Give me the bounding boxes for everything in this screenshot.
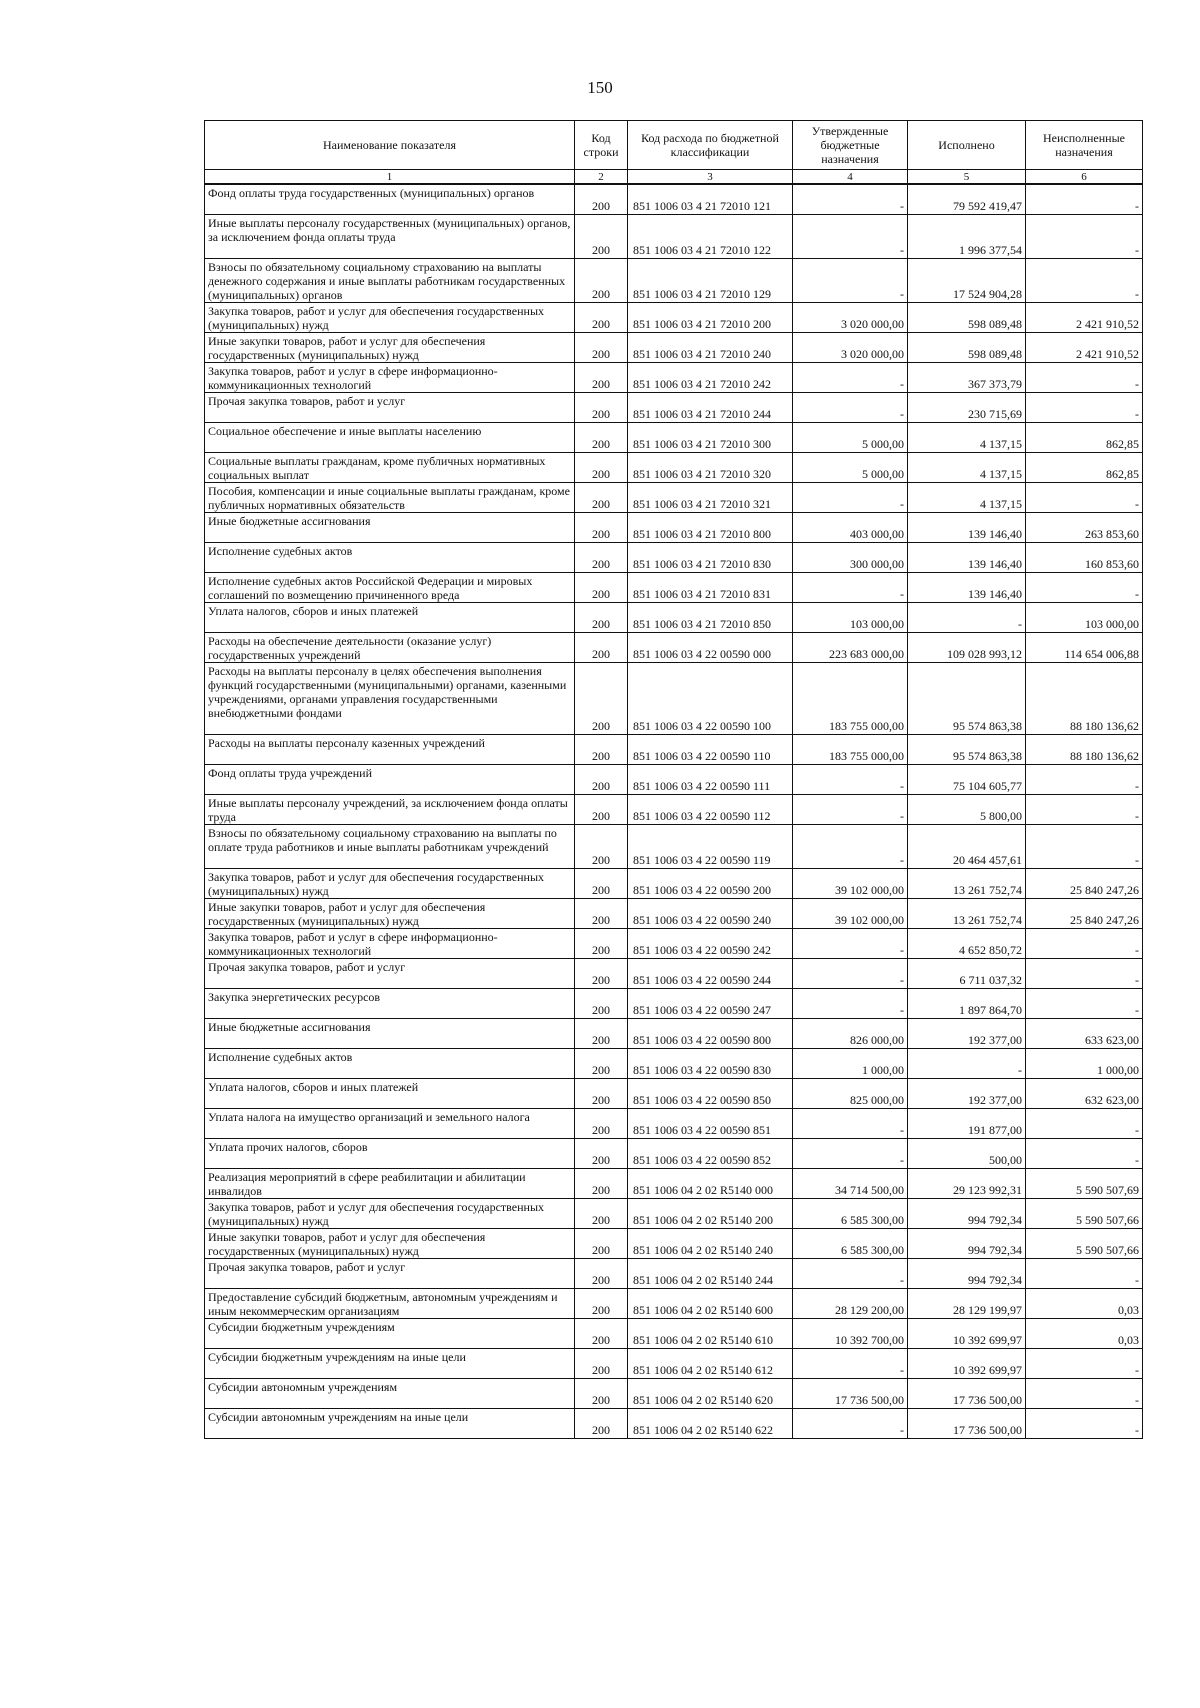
row-line-code: 200 <box>575 572 628 602</box>
row-line-code: 200 <box>575 1078 628 1108</box>
row-line-code: 200 <box>575 302 628 332</box>
row-line-code: 200 <box>575 1168 628 1198</box>
row-line-code: 200 <box>575 1018 628 1048</box>
row-approved: - <box>793 1138 908 1168</box>
row-expense-code: 851 1006 03 4 22 00590 000 <box>628 632 793 662</box>
row-unexecuted: - <box>1026 764 1143 794</box>
row-executed: 994 792,34 <box>908 1198 1026 1228</box>
row-executed: 4 137,15 <box>908 422 1026 452</box>
column-number: 2 <box>575 170 628 185</box>
row-name: Субсидии автономным учреждениям <box>205 1378 575 1408</box>
row-expense-code: 851 1006 04 2 02 R5140 000 <box>628 1168 793 1198</box>
row-name: Реализация мероприятий в сфере реабилитации и абилитации инвалидов <box>205 1168 575 1198</box>
row-expense-code: 851 1006 03 4 22 00590 100 <box>628 662 793 734</box>
row-line-code: 200 <box>575 1348 628 1378</box>
row-unexecuted: - <box>1026 1138 1143 1168</box>
row-name: Субсидии автономным учреждениям на иные цели <box>205 1408 575 1438</box>
row-executed: - <box>908 1048 1026 1078</box>
row-executed: 994 792,34 <box>908 1228 1026 1258</box>
row-name: Иные выплаты персоналу учреждений, за исключением фонда оплаты труда <box>205 794 575 824</box>
row-expense-code: 851 1006 04 2 02 R5140 600 <box>628 1288 793 1318</box>
row-unexecuted: 0,03 <box>1026 1288 1143 1318</box>
row-approved: - <box>793 1408 908 1438</box>
row-approved: - <box>793 362 908 392</box>
row-unexecuted: - <box>1026 258 1143 302</box>
row-executed: 95 574 863,38 <box>908 662 1026 734</box>
row-name: Иные выплаты персоналу государственных (муниципальных) органов, за исключением фонда оплаты труда <box>205 214 575 258</box>
row-approved: - <box>793 1108 908 1138</box>
row-executed: 109 028 993,12 <box>908 632 1026 662</box>
row-name: Расходы на выплаты персоналу казенных учреждений <box>205 734 575 764</box>
row-expense-code: 851 1006 03 4 21 72010 320 <box>628 452 793 482</box>
row-unexecuted: 160 853,60 <box>1026 542 1143 572</box>
row-line-code: 200 <box>575 824 628 868</box>
table-row <box>205 422 1143 452</box>
row-name: Уплата налогов, сборов и иных платежей <box>205 1078 575 1108</box>
row-expense-code: 851 1006 03 4 22 00590 851 <box>628 1108 793 1138</box>
row-approved: 39 102 000,00 <box>793 898 908 928</box>
row-approved: - <box>793 392 908 422</box>
row-expense-code: 851 1006 03 4 21 72010 121 <box>628 184 793 214</box>
table-row <box>205 958 1143 988</box>
row-expense-code: 851 1006 03 4 21 72010 242 <box>628 362 793 392</box>
table-row <box>205 734 1143 764</box>
row-unexecuted: 862,85 <box>1026 452 1143 482</box>
row-approved: - <box>793 572 908 602</box>
row-line-code: 200 <box>575 1408 628 1438</box>
row-expense-code: 851 1006 03 4 22 00590 850 <box>628 1078 793 1108</box>
row-expense-code: 851 1006 03 4 21 72010 122 <box>628 214 793 258</box>
row-approved: - <box>793 958 908 988</box>
row-name: Уплата налогов, сборов и иных платежей <box>205 602 575 632</box>
row-unexecuted: 25 840 247,26 <box>1026 868 1143 898</box>
row-executed: 17 736 500,00 <box>908 1378 1026 1408</box>
row-expense-code: 851 1006 03 4 22 00590 247 <box>628 988 793 1018</box>
table-row <box>205 1048 1143 1078</box>
row-unexecuted: 5 590 507,69 <box>1026 1168 1143 1198</box>
row-expense-code: 851 1006 04 2 02 R5140 612 <box>628 1348 793 1378</box>
table-row <box>205 868 1143 898</box>
row-expense-code: 851 1006 04 2 02 R5140 240 <box>628 1228 793 1258</box>
table-row <box>205 898 1143 928</box>
row-expense-code: 851 1006 04 2 02 R5140 610 <box>628 1318 793 1348</box>
row-executed: 5 800,00 <box>908 794 1026 824</box>
row-unexecuted: 114 654 006,88 <box>1026 632 1143 662</box>
row-unexecuted: 633 623,00 <box>1026 1018 1143 1048</box>
row-unexecuted: 5 590 507,66 <box>1026 1198 1143 1228</box>
row-executed: 192 377,00 <box>908 1018 1026 1048</box>
row-line-code: 200 <box>575 868 628 898</box>
row-approved: 5 000,00 <box>793 452 908 482</box>
table-row <box>205 332 1143 362</box>
row-executed: 500,00 <box>908 1138 1026 1168</box>
row-approved: 1 000,00 <box>793 1048 908 1078</box>
row-executed: 192 377,00 <box>908 1078 1026 1108</box>
row-unexecuted: - <box>1026 794 1143 824</box>
row-unexecuted: - <box>1026 482 1143 512</box>
header-line-code: Код строки <box>575 121 628 170</box>
row-line-code: 200 <box>575 1048 628 1078</box>
row-name: Иные бюджетные ассигнования <box>205 512 575 542</box>
row-expense-code: 851 1006 03 4 21 72010 200 <box>628 302 793 332</box>
row-executed: 10 392 699,97 <box>908 1348 1026 1378</box>
table-row <box>205 214 1143 258</box>
table-row <box>205 258 1143 302</box>
row-approved: 183 755 000,00 <box>793 734 908 764</box>
row-executed: 17 524 904,28 <box>908 258 1026 302</box>
row-approved: 6 585 300,00 <box>793 1228 908 1258</box>
row-name: Прочая закупка товаров, работ и услуг <box>205 1258 575 1288</box>
row-name: Фонд оплаты труда учреждений <box>205 764 575 794</box>
row-approved: 825 000,00 <box>793 1078 908 1108</box>
row-approved: - <box>793 988 908 1018</box>
row-line-code: 200 <box>575 184 628 214</box>
row-line-code: 200 <box>575 764 628 794</box>
row-unexecuted: 1 000,00 <box>1026 1048 1143 1078</box>
header-expense-code: Код расхода по бюджетной классификации <box>628 121 793 170</box>
row-line-code: 200 <box>575 662 628 734</box>
table-row <box>205 512 1143 542</box>
row-name: Закупка товаров, работ и услуг для обеспечения государственных (муниципальных) нужд <box>205 1198 575 1228</box>
row-line-code: 200 <box>575 214 628 258</box>
row-approved: 6 585 300,00 <box>793 1198 908 1228</box>
row-executed: 4 137,15 <box>908 452 1026 482</box>
row-expense-code: 851 1006 03 4 22 00590 240 <box>628 898 793 928</box>
table-row <box>205 632 1143 662</box>
row-name: Уплата прочих налогов, сборов <box>205 1138 575 1168</box>
row-name: Расходы на обеспечение деятельности (оказание услуг) государственных учреждений <box>205 632 575 662</box>
row-name: Закупка товаров, работ и услуг в сфере информационно-коммуникационных технологий <box>205 928 575 958</box>
budget-execution-table <box>204 120 1143 1439</box>
table-row <box>205 184 1143 214</box>
row-expense-code: 851 1006 03 4 21 72010 244 <box>628 392 793 422</box>
row-approved: 28 129 200,00 <box>793 1288 908 1318</box>
table-row <box>205 1018 1143 1048</box>
row-executed: 17 736 500,00 <box>908 1408 1026 1438</box>
table-row <box>205 542 1143 572</box>
row-expense-code: 851 1006 03 4 22 00590 800 <box>628 1018 793 1048</box>
row-executed: 29 123 992,31 <box>908 1168 1026 1198</box>
row-unexecuted: 862,85 <box>1026 422 1143 452</box>
row-approved: - <box>793 1258 908 1288</box>
row-unexecuted: - <box>1026 362 1143 392</box>
table-row <box>205 1168 1143 1198</box>
row-name: Фонд оплаты труда государственных (муниципальных) органов <box>205 184 575 214</box>
row-approved: 5 000,00 <box>793 422 908 452</box>
row-expense-code: 851 1006 03 4 22 00590 830 <box>628 1048 793 1078</box>
row-executed: 139 146,40 <box>908 572 1026 602</box>
row-unexecuted: - <box>1026 1378 1143 1408</box>
table-row <box>205 392 1143 422</box>
header-executed: Исполнено <box>908 121 1026 170</box>
row-approved: - <box>793 824 908 868</box>
row-line-code: 200 <box>575 482 628 512</box>
column-number: 6 <box>1026 170 1143 185</box>
row-unexecuted: 2 421 910,52 <box>1026 302 1143 332</box>
row-executed: 139 146,40 <box>908 542 1026 572</box>
table-row <box>205 988 1143 1018</box>
row-name: Прочая закупка товаров, работ и услуг <box>205 392 575 422</box>
row-executed: 13 261 752,74 <box>908 868 1026 898</box>
row-expense-code: 851 1006 03 4 21 72010 240 <box>628 332 793 362</box>
row-executed: 1 897 864,70 <box>908 988 1026 1018</box>
row-executed: 28 129 199,97 <box>908 1288 1026 1318</box>
row-approved: 183 755 000,00 <box>793 662 908 734</box>
row-approved: 3 020 000,00 <box>793 332 908 362</box>
row-approved: 17 736 500,00 <box>793 1378 908 1408</box>
table-row <box>205 1288 1143 1318</box>
table-row <box>205 1138 1143 1168</box>
row-unexecuted: 0,03 <box>1026 1318 1143 1348</box>
row-line-code: 200 <box>575 392 628 422</box>
table-row <box>205 662 1143 734</box>
row-unexecuted: 632 623,00 <box>1026 1078 1143 1108</box>
row-expense-code: 851 1006 03 4 21 72010 831 <box>628 572 793 602</box>
row-unexecuted: - <box>1026 958 1143 988</box>
row-expense-code: 851 1006 03 4 21 72010 129 <box>628 258 793 302</box>
row-approved: - <box>793 1348 908 1378</box>
row-approved: 103 000,00 <box>793 602 908 632</box>
row-executed: 598 089,48 <box>908 332 1026 362</box>
row-approved: 826 000,00 <box>793 1018 908 1048</box>
table-row <box>205 1408 1143 1438</box>
row-name: Социальное обеспечение и иные выплаты населению <box>205 422 575 452</box>
row-expense-code: 851 1006 03 4 21 72010 830 <box>628 542 793 572</box>
row-approved: 223 683 000,00 <box>793 632 908 662</box>
row-executed: 10 392 699,97 <box>908 1318 1026 1348</box>
row-unexecuted: - <box>1026 1258 1143 1288</box>
row-name: Уплата налога на имущество организаций и земельного налога <box>205 1108 575 1138</box>
row-executed: 20 464 457,61 <box>908 824 1026 868</box>
row-unexecuted: - <box>1026 184 1143 214</box>
table-row <box>205 602 1143 632</box>
row-expense-code: 851 1006 03 4 22 00590 244 <box>628 958 793 988</box>
row-name: Иные бюджетные ассигнования <box>205 1018 575 1048</box>
row-name: Взносы по обязательному социальному страхованию на выплаты по оплате труда работников и иные выплаты работникам учреждений <box>205 824 575 868</box>
row-approved: 34 714 500,00 <box>793 1168 908 1198</box>
column-number: 1 <box>205 170 575 185</box>
row-line-code: 200 <box>575 1288 628 1318</box>
table-row <box>205 928 1143 958</box>
row-unexecuted: - <box>1026 214 1143 258</box>
table-row <box>205 452 1143 482</box>
row-expense-code: 851 1006 04 2 02 R5140 620 <box>628 1378 793 1408</box>
row-line-code: 200 <box>575 422 628 452</box>
row-expense-code: 851 1006 04 2 02 R5140 244 <box>628 1258 793 1288</box>
row-expense-code: 851 1006 03 4 22 00590 111 <box>628 764 793 794</box>
row-expense-code: 851 1006 03 4 21 72010 321 <box>628 482 793 512</box>
row-line-code: 200 <box>575 1318 628 1348</box>
column-number-row <box>205 170 1143 185</box>
row-name: Субсидии бюджетным учреждениям на иные цели <box>205 1348 575 1378</box>
table-row <box>205 824 1143 868</box>
table-row <box>205 764 1143 794</box>
header-row <box>205 121 1143 170</box>
row-unexecuted: 5 590 507,66 <box>1026 1228 1143 1258</box>
row-executed: 139 146,40 <box>908 512 1026 542</box>
row-name: Расходы на выплаты персоналу в целях обеспечения выполнения функций государственными (муниципальными) органами, казенными учреждениями, органами управления государственными внебюджетными фондами <box>205 662 575 734</box>
row-name: Пособия, компенсации и иные социальные выплаты гражданам, кроме публичных нормативных обязательств <box>205 482 575 512</box>
row-name: Иные закупки товаров, работ и услуг для обеспечения государственных (муниципальных) нужд <box>205 332 575 362</box>
row-line-code: 200 <box>575 512 628 542</box>
row-name: Социальные выплаты гражданам, кроме публичных нормативных социальных выплат <box>205 452 575 482</box>
row-name: Взносы по обязательному социальному страхованию на выплаты денежного содержания и иные выплаты работникам государственных (муниципальных) органов <box>205 258 575 302</box>
row-expense-code: 851 1006 03 4 22 00590 112 <box>628 794 793 824</box>
header-unexecuted: Неисполненные назначения <box>1026 121 1143 170</box>
row-name: Закупка энергетических ресурсов <box>205 988 575 1018</box>
row-line-code: 200 <box>575 1108 628 1138</box>
row-name: Исполнение судебных актов Российской Федерации и мировых соглашений по возмещению причиненного вреда <box>205 572 575 602</box>
row-executed: 13 261 752,74 <box>908 898 1026 928</box>
row-name: Закупка товаров, работ и услуг для обеспечения государственных (муниципальных) нужд <box>205 302 575 332</box>
row-executed: 95 574 863,38 <box>908 734 1026 764</box>
row-approved: 403 000,00 <box>793 512 908 542</box>
row-name: Закупка товаров, работ и услуг в сфере информационно-коммуникационных технологий <box>205 362 575 392</box>
row-executed: 1 996 377,54 <box>908 214 1026 258</box>
row-line-code: 200 <box>575 362 628 392</box>
row-approved: - <box>793 764 908 794</box>
row-approved: - <box>793 184 908 214</box>
table-row <box>205 362 1143 392</box>
column-number: 3 <box>628 170 793 185</box>
row-line-code: 200 <box>575 1138 628 1168</box>
row-name: Прочая закупка товаров, работ и услуг <box>205 958 575 988</box>
row-unexecuted: 88 180 136,62 <box>1026 662 1143 734</box>
row-executed: 367 373,79 <box>908 362 1026 392</box>
row-approved: - <box>793 258 908 302</box>
row-expense-code: 851 1006 03 4 21 72010 850 <box>628 602 793 632</box>
row-unexecuted: 25 840 247,26 <box>1026 898 1143 928</box>
table-row <box>205 1078 1143 1108</box>
row-expense-code: 851 1006 03 4 21 72010 800 <box>628 512 793 542</box>
page-number: 150 <box>587 78 613 97</box>
row-line-code: 200 <box>575 1198 628 1228</box>
row-line-code: 200 <box>575 1228 628 1258</box>
row-unexecuted: - <box>1026 1108 1143 1138</box>
row-expense-code: 851 1006 03 4 22 00590 852 <box>628 1138 793 1168</box>
row-line-code: 200 <box>575 928 628 958</box>
row-line-code: 200 <box>575 258 628 302</box>
table-row <box>205 1348 1143 1378</box>
row-name: Закупка товаров, работ и услуг для обеспечения государственных (муниципальных) нужд <box>205 868 575 898</box>
row-expense-code: 851 1006 03 4 22 00590 200 <box>628 868 793 898</box>
table-row <box>205 572 1143 602</box>
table-row <box>205 1198 1143 1228</box>
row-expense-code: 851 1006 03 4 21 72010 300 <box>628 422 793 452</box>
row-approved: 39 102 000,00 <box>793 868 908 898</box>
row-unexecuted: 103 000,00 <box>1026 602 1143 632</box>
row-approved: 10 392 700,00 <box>793 1318 908 1348</box>
row-executed: 75 104 605,77 <box>908 764 1026 794</box>
row-approved: - <box>793 214 908 258</box>
row-executed: - <box>908 602 1026 632</box>
row-name: Субсидии бюджетным учреждениям <box>205 1318 575 1348</box>
row-expense-code: 851 1006 03 4 22 00590 110 <box>628 734 793 764</box>
row-executed: 191 877,00 <box>908 1108 1026 1138</box>
row-line-code: 200 <box>575 632 628 662</box>
row-expense-code: 851 1006 03 4 22 00590 119 <box>628 824 793 868</box>
table-row <box>205 482 1143 512</box>
header-name: Наименование показателя <box>205 121 575 170</box>
row-executed: 4 652 850,72 <box>908 928 1026 958</box>
column-number: 5 <box>908 170 1026 185</box>
table-row <box>205 1258 1143 1288</box>
row-line-code: 200 <box>575 794 628 824</box>
row-name: Иные закупки товаров, работ и услуг для обеспечения государственных (муниципальных) нужд <box>205 1228 575 1258</box>
row-line-code: 200 <box>575 988 628 1018</box>
row-approved: - <box>793 482 908 512</box>
row-line-code: 200 <box>575 1258 628 1288</box>
row-unexecuted: 88 180 136,62 <box>1026 734 1143 764</box>
row-expense-code: 851 1006 04 2 02 R5140 622 <box>628 1408 793 1438</box>
row-approved: - <box>793 794 908 824</box>
row-approved: - <box>793 928 908 958</box>
row-expense-code: 851 1006 03 4 22 00590 242 <box>628 928 793 958</box>
row-line-code: 200 <box>575 542 628 572</box>
column-number: 4 <box>793 170 908 185</box>
table-row <box>205 794 1143 824</box>
row-name: Предоставление субсидий бюджетным, автономным учреждениям и иным некоммерческим организациям <box>205 1288 575 1318</box>
row-executed: 994 792,34 <box>908 1258 1026 1288</box>
row-approved: 3 020 000,00 <box>793 302 908 332</box>
header-approved: Утвержденные бюджетные назначения <box>793 121 908 170</box>
row-unexecuted: - <box>1026 824 1143 868</box>
row-executed: 598 089,48 <box>908 302 1026 332</box>
table-row <box>205 1108 1143 1138</box>
row-executed: 4 137,15 <box>908 482 1026 512</box>
row-line-code: 200 <box>575 1378 628 1408</box>
table-row <box>205 1318 1143 1348</box>
row-unexecuted: 263 853,60 <box>1026 512 1143 542</box>
row-expense-code: 851 1006 04 2 02 R5140 200 <box>628 1198 793 1228</box>
row-executed: 6 711 037,32 <box>908 958 1026 988</box>
row-line-code: 200 <box>575 898 628 928</box>
row-unexecuted: - <box>1026 392 1143 422</box>
row-unexecuted: - <box>1026 988 1143 1018</box>
row-name: Иные закупки товаров, работ и услуг для обеспечения государственных (муниципальных) нужд <box>205 898 575 928</box>
row-line-code: 200 <box>575 958 628 988</box>
table-row <box>205 302 1143 332</box>
row-unexecuted: - <box>1026 1408 1143 1438</box>
row-name: Исполнение судебных актов <box>205 1048 575 1078</box>
row-line-code: 200 <box>575 734 628 764</box>
row-unexecuted: - <box>1026 572 1143 602</box>
row-executed: 79 592 419,47 <box>908 184 1026 214</box>
row-line-code: 200 <box>575 602 628 632</box>
row-unexecuted: 2 421 910,52 <box>1026 332 1143 362</box>
row-name: Исполнение судебных актов <box>205 542 575 572</box>
row-line-code: 200 <box>575 332 628 362</box>
table-row <box>205 1228 1143 1258</box>
row-unexecuted: - <box>1026 1348 1143 1378</box>
table-row <box>205 1378 1143 1408</box>
row-unexecuted: - <box>1026 928 1143 958</box>
row-line-code: 200 <box>575 452 628 482</box>
row-approved: 300 000,00 <box>793 542 908 572</box>
row-executed: 230 715,69 <box>908 392 1026 422</box>
